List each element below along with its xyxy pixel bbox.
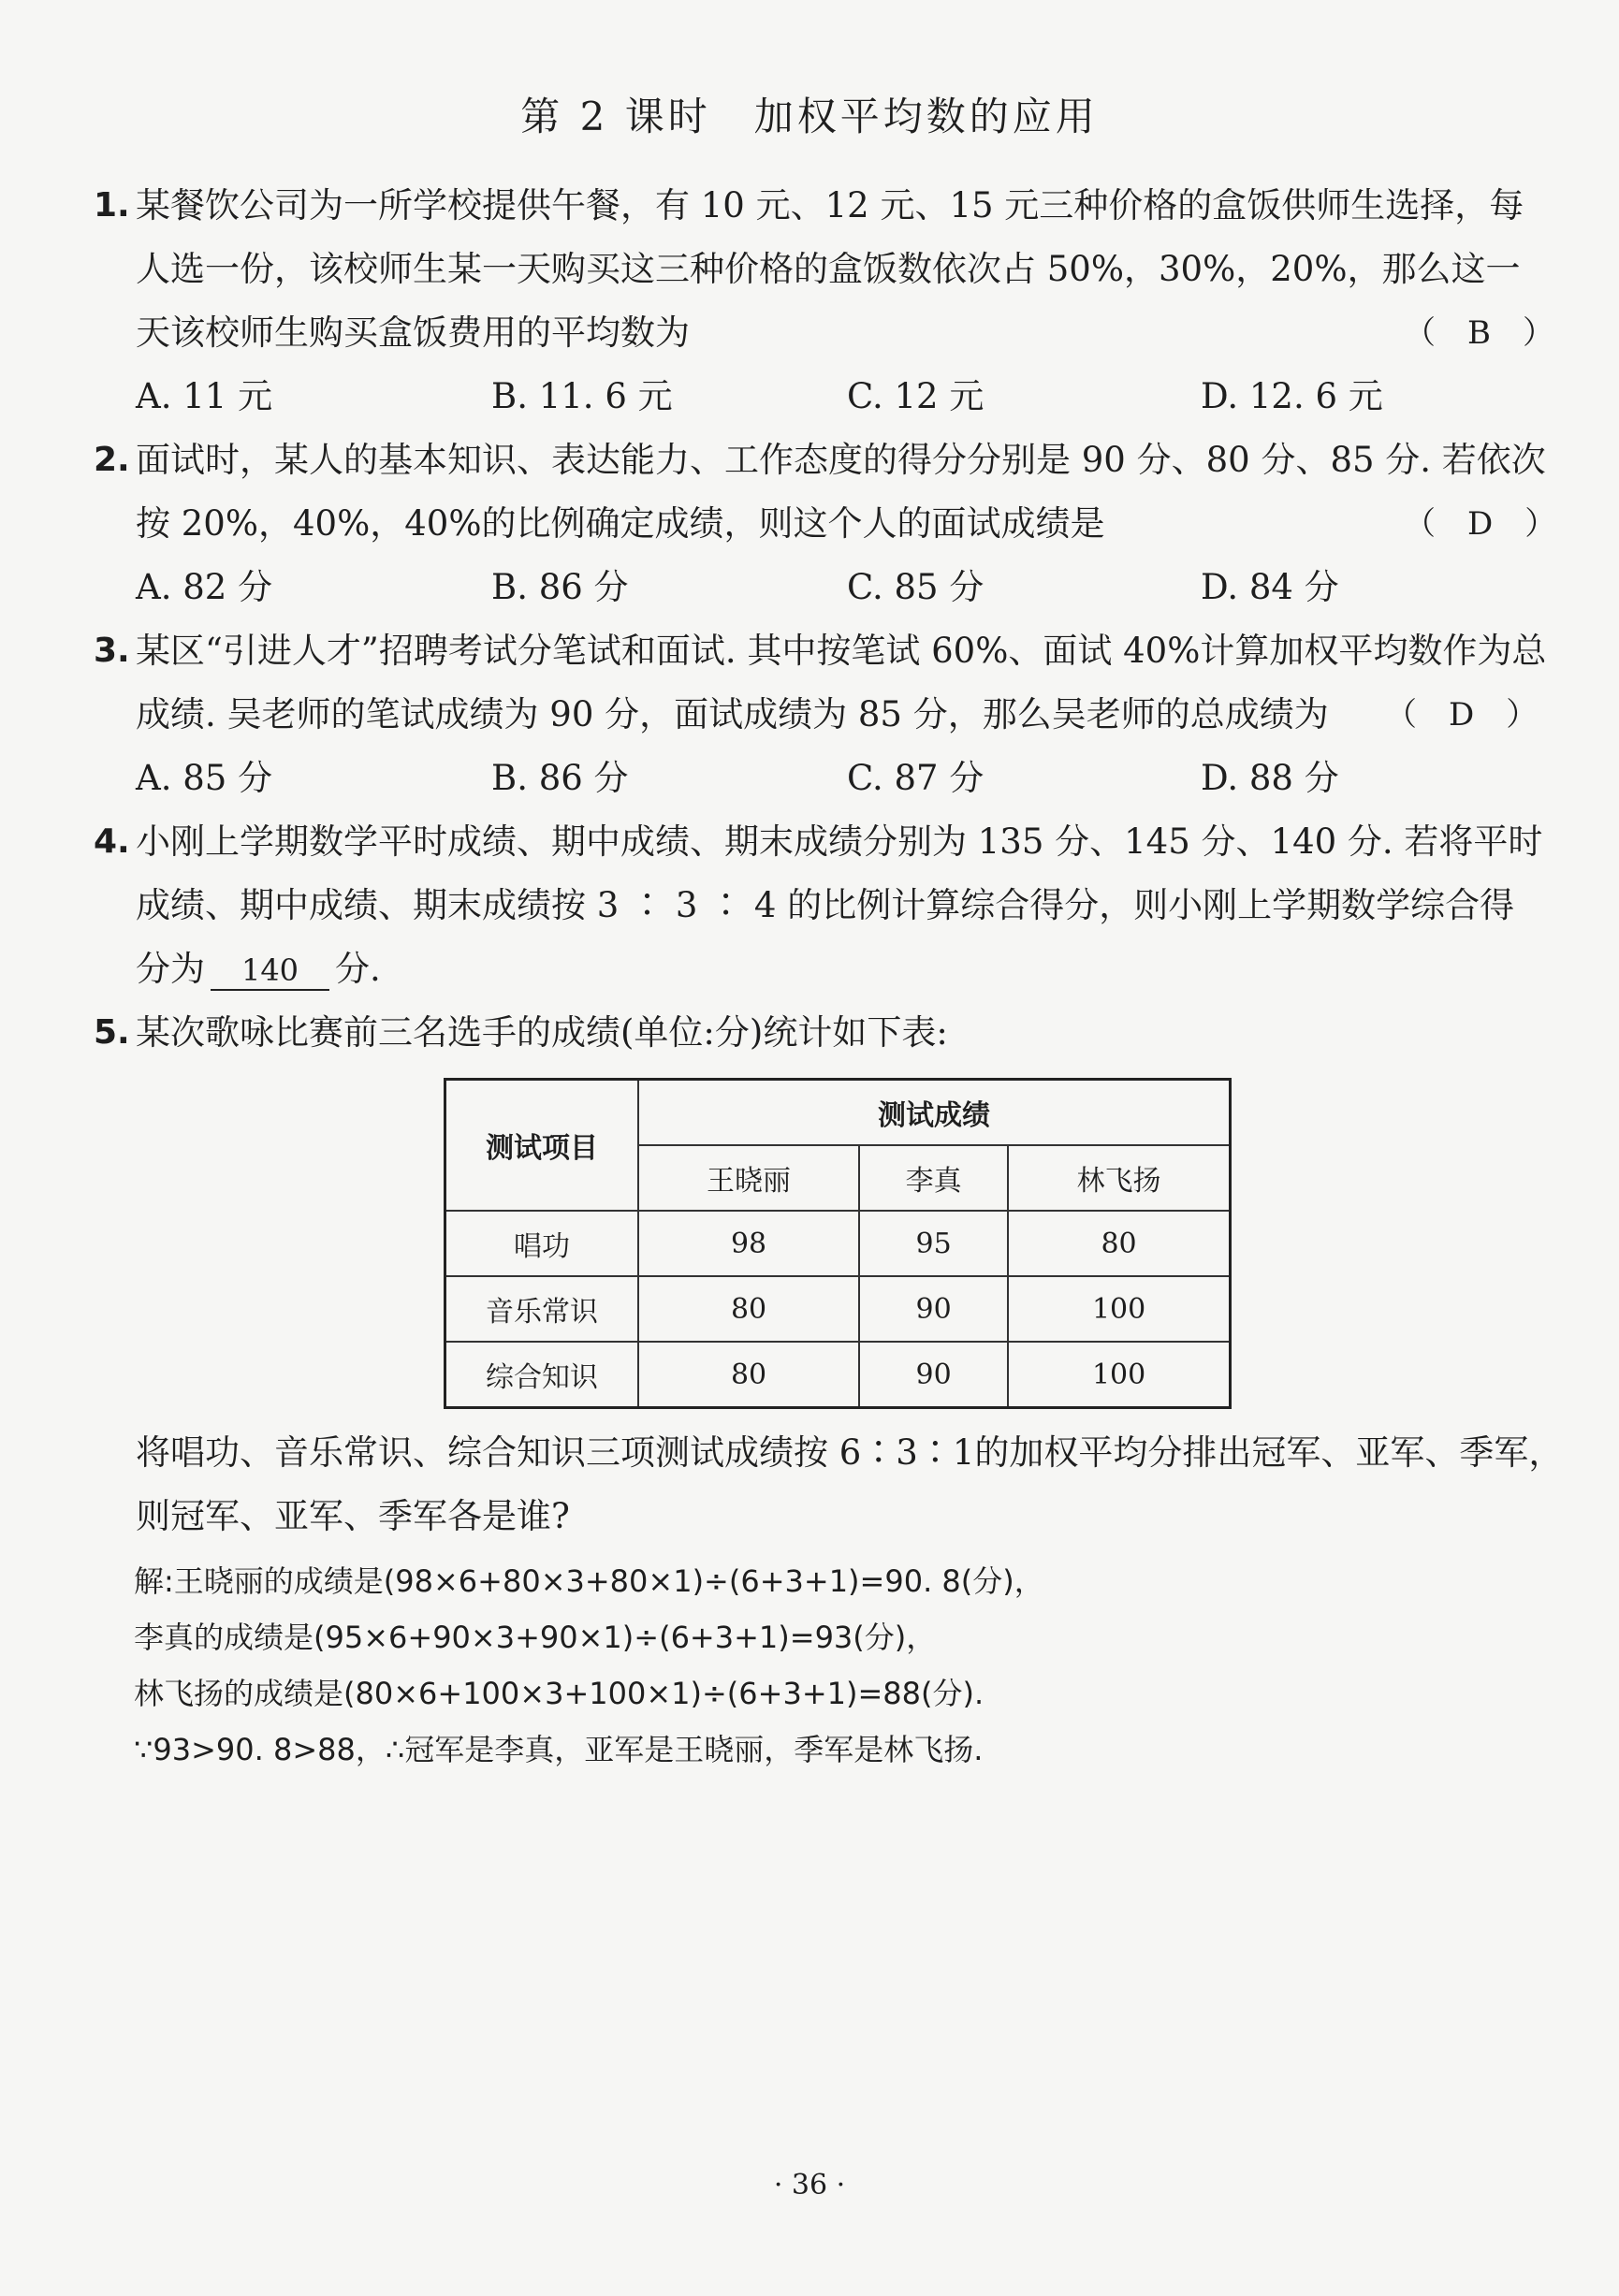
question-3-option-c: C. 87 分 xyxy=(847,758,985,798)
table-cell: 100 xyxy=(1008,1276,1230,1342)
table-row-item: 综合知识 xyxy=(445,1342,639,1408)
question-3-line-1: 某区“引进人才”招聘考试分笔试和面试. 其中按笔试 60%、面试 40%计算加权平均数作为总 xyxy=(136,631,1547,671)
score-table xyxy=(444,1078,1232,1409)
page-number: · 36 · xyxy=(773,2169,846,2202)
table-cell: 80 xyxy=(638,1276,859,1342)
question-4-line-1: 小刚上学期数学平时成绩、期中成绩、期末成绩分别为 135 分、145 分、140 分. 若将平时 xyxy=(136,821,1543,862)
question-1-option-b: B. 11. 6 元 xyxy=(491,376,673,416)
solution-line-1: 解:王晓丽的成绩是(98×6+80×3+80×1)÷(6+3+1)=90. 8(分)， xyxy=(134,1563,1044,1599)
question-1-line-2: 人选一份，该校师生某一天购买这三种价格的盒饭数依次占 50%，30%，20%，那么这一 xyxy=(136,249,1521,289)
question-3-number: 3. xyxy=(94,632,130,670)
question-1-option-a: A. 11 元 xyxy=(136,376,273,416)
question-5-prompt-line-1: 将唱功、音乐常识、综合知识三项测试成绩按 6∶3∶1的加权平均分排出冠军、亚军、季军， xyxy=(136,1432,1564,1473)
page-title: 第 2 课时 加权平均数的应用 xyxy=(520,94,1099,139)
solution-line-4: ∵93>90. 8>88，∴冠军是李真，亚军是王晓丽，季军是林飞扬. xyxy=(134,1732,984,1767)
question-4-line-2: 成绩、期中成绩、期末成绩按 3 ∶ 3 ∶ 4 的比例计算综合得分，则小刚上学期数学综合得 xyxy=(136,885,1515,925)
table-cell: 90 xyxy=(859,1342,1008,1408)
solution-line-2: 李真的成绩是(95×6+90×3+90×1)÷(6+3+1)=93(分)， xyxy=(134,1620,937,1655)
question-2-option-a: A. 82 分 xyxy=(136,567,273,607)
table-row xyxy=(445,1342,1231,1408)
question-1-line-3: 天该校师生购买盒饭费用的平均数为 xyxy=(136,312,690,353)
question-2-line-2: 按 20%，40%，40%的比例确定成绩，则这个人的面试成绩是 xyxy=(136,503,1105,544)
table-header-scores: 测试成绩 xyxy=(638,1080,1231,1146)
table-header-contestant: 王晓丽 xyxy=(638,1145,859,1211)
question-5-intro: 某次歌咏比赛前三名选手的成绩(单位:分)统计如下表: xyxy=(136,1012,948,1053)
question-1-option-d: D. 12. 6 元 xyxy=(1201,376,1383,416)
question-4-line-3 xyxy=(136,946,1539,993)
question-4-number: 4. xyxy=(94,822,130,861)
table-cell: 90 xyxy=(859,1276,1008,1342)
table-cell: 80 xyxy=(1008,1211,1230,1276)
table-header-contestant: 李真 xyxy=(859,1145,1008,1211)
solution-line-3: 林飞扬的成绩是(80×6+100×3+100×1)÷(6+3+1)=88(分). xyxy=(134,1676,985,1711)
table-row-item: 音乐常识 xyxy=(445,1276,639,1342)
question-2-answer: （ D ） xyxy=(1404,505,1557,543)
question-4-suffix: 分. xyxy=(335,949,381,989)
question-4-prefix: 分为 xyxy=(136,949,205,989)
table-header-item: 测试项目 xyxy=(445,1080,639,1212)
question-1-option-c: C. 12 元 xyxy=(847,376,985,416)
table-cell: 98 xyxy=(638,1211,859,1276)
question-5-number: 5. xyxy=(94,1013,130,1052)
question-1-answer: （ B ） xyxy=(1404,314,1554,352)
question-2-number: 2. xyxy=(94,441,130,479)
question-2-option-c: C. 85 分 xyxy=(847,567,985,607)
question-2-line-1: 面试时，某人的基本知识、表达能力、工作态度的得分分别是 90 分、80 分、85 分. 若依次 xyxy=(136,440,1546,480)
question-1-line-1: 某餐饮公司为一所学校提供午餐，有 10 元、12 元、15 元三种价格的盒饭供师生选择，每 xyxy=(136,185,1524,225)
table-row xyxy=(445,1276,1231,1342)
question-3-option-d: D. 88 分 xyxy=(1201,758,1339,798)
question-3-line-2: 成绩. 吴老师的笔试成绩为 90 分，面试成绩为 85 分，那么吴老师的总成绩为 xyxy=(136,694,1329,734)
table-cell: 95 xyxy=(859,1211,1008,1276)
table-row xyxy=(445,1211,1231,1276)
question-3-option-a: A. 85 分 xyxy=(136,758,273,798)
table-header-contestant: 林飞扬 xyxy=(1008,1145,1230,1211)
table-cell: 80 xyxy=(638,1342,859,1408)
table-row-item: 唱功 xyxy=(445,1211,639,1276)
question-2-option-d: D. 84 分 xyxy=(1201,567,1339,607)
question-3-answer: （ D ） xyxy=(1385,696,1539,734)
question-5-prompt-line-2: 则冠军、亚军、季军各是谁? xyxy=(136,1496,570,1536)
question-4-answer-blank: 140 xyxy=(211,952,329,991)
question-2-option-b: B. 86 分 xyxy=(491,567,629,607)
question-3-option-b: B. 86 分 xyxy=(491,758,629,798)
table-cell: 100 xyxy=(1008,1342,1230,1408)
question-1-number: 1. xyxy=(94,186,130,225)
